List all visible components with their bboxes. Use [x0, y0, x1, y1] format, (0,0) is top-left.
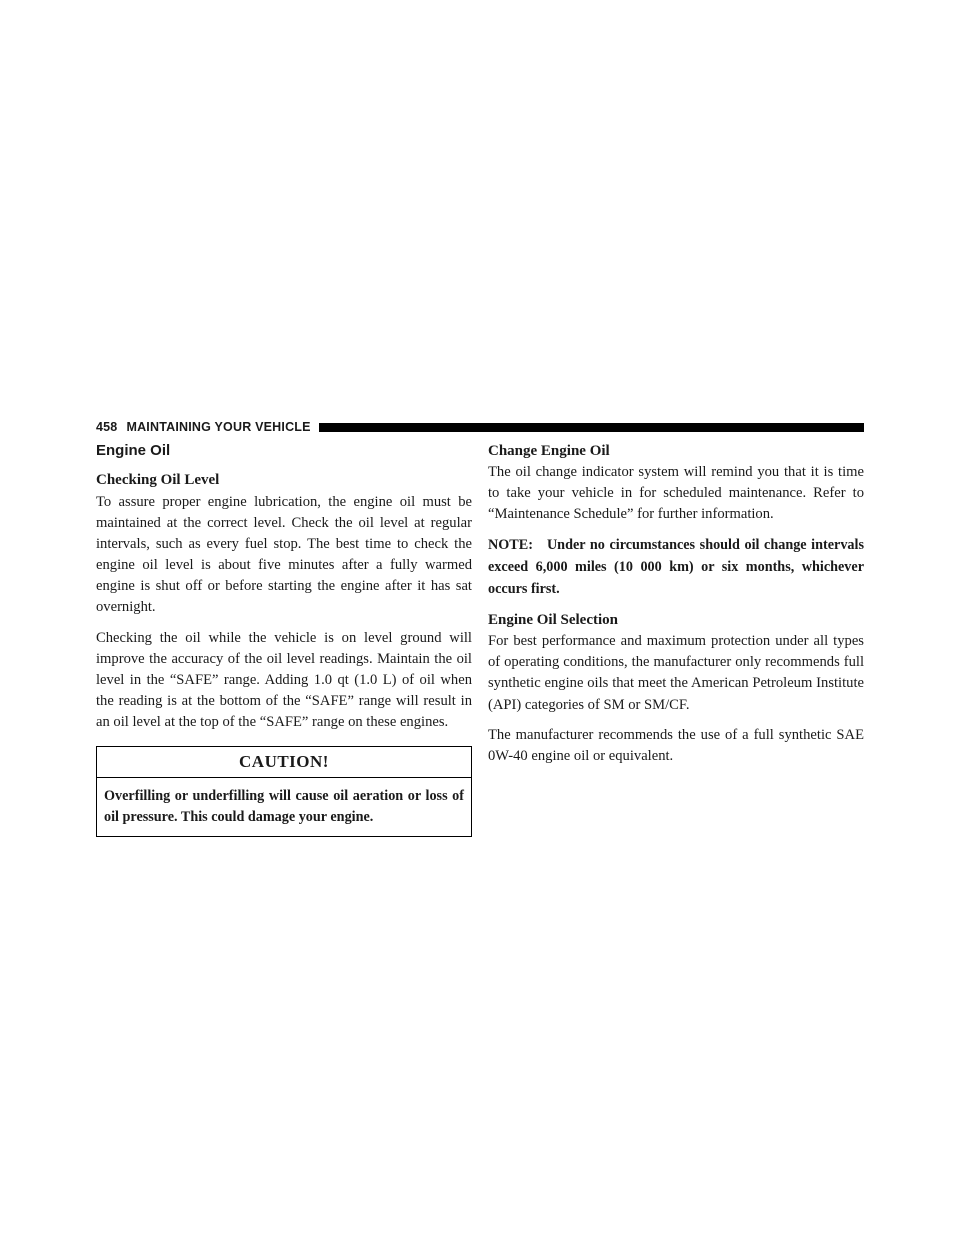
change-paragraph: The oil change indicator system will remind you that it is time to take your vehicle in for scheduled maintenance. Refer to “Maintenance Schedule” for further information.	[488, 464, 864, 523]
page-header	[96, 418, 864, 436]
selection-paragraph-1: For best performance and maximum protection under all types of operating conditions, the manufacturer only recommends full synthetic engine oils that meet the American Petroleum Institute (API) categories of SM or SM/CF.	[488, 633, 864, 713]
engine-oil-selection-heading: Engine Oil Selection	[488, 612, 619, 629]
checking-paragraph-2: Checking the oil while the vehicle is on level ground will improve the accuracy of the oil level readings. Maintain the oil level in the “SAFE” range. Adding 1.0 qt (1.0 L) of oil when the reading is at the bottom of the “SAFE” range will result in an oil level at the top of the “SAFE” range on these engines.	[96, 629, 472, 730]
caution-title: CAUTION!	[97, 747, 471, 778]
note-label: NOTE:	[488, 537, 533, 554]
header-rule	[319, 423, 864, 432]
note-text: Under no circumstances should oil change intervals exceed 6,000 miles (10 000 km) or six months, whichever occurs first.	[488, 537, 864, 598]
caution-box	[96, 746, 472, 837]
page-number: 458	[96, 420, 118, 434]
right-column	[488, 440, 864, 767]
checking-oil-level-heading: Checking Oil Level	[96, 472, 220, 488]
note-paragraph	[488, 534, 864, 600]
selection-paragraph-2: The manufacturer recommends the use of a full synthetic SAE 0W-40 engine oil or equivalent.	[488, 726, 864, 764]
caution-body: Overfilling or underfilling will cause oil aeration or loss of oil pressure. This could damage your engine.	[104, 788, 464, 826]
change-engine-oil-heading: Change Engine Oil	[488, 443, 610, 459]
section-name: MAINTAINING YOUR VEHICLE	[126, 420, 311, 434]
left-column	[96, 440, 472, 837]
section-title: Engine Oil	[96, 442, 171, 459]
checking-paragraph-1: To assure proper engine lubrication, the engine oil must be maintained at the correct level. Check the oil level at regular intervals, such as every fuel stop. The best time to check the engine oil level is about five minutes after a fully warmed engine is shut off or before starting the engine after it has sat overnight.	[96, 494, 472, 616]
